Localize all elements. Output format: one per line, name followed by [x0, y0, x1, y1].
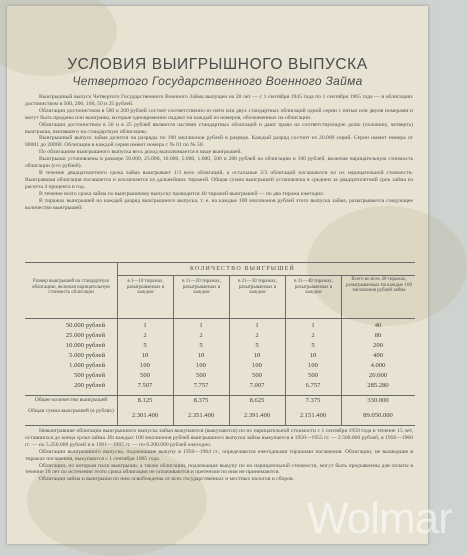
closing-text	[25, 428, 413, 483]
table-cell: 2	[143, 332, 147, 339]
table-cell: 4.000	[370, 362, 386, 369]
table-cell: 2.391.400	[243, 412, 271, 419]
table-col-header: в 21—30 тиражах, разыгрываемых в каждом	[238, 279, 277, 296]
paragraph: Выигрыши установлены в размере 50.000, 25.000, 10.000, 5.000, 1.000, 500 и 200 рублей на облигацию в 100 рублей, включая нарицательную стоимость облигации (сто рублей).	[25, 156, 413, 170]
paragraph: В течение всего срока займа по выигрышному выпуску проводится 40 тиражей выигрышей — по два тиража ежегодно.	[39, 190, 325, 197]
table-cell: 10	[253, 352, 261, 359]
table-cell: 10	[309, 352, 317, 359]
table-cell: 7.757	[193, 382, 209, 389]
table-first-col-header: Размер выигрышей на стандартную облигацию, включая нарицательную стоимость облигации	[32, 279, 110, 296]
table-cell: 285.280	[367, 382, 389, 389]
table-cell: 500	[140, 372, 150, 379]
table-cell: 1	[199, 322, 203, 329]
table-row-label: 1.000 рублей	[69, 362, 105, 369]
table-divider	[25, 318, 415, 319]
table-cell: 5	[143, 342, 147, 349]
table-row-label: 10.000 рублей	[65, 342, 105, 349]
table-cell: 100	[308, 362, 318, 369]
paragraph: Облигации выигрышного выпуска, подлежащие выкупу в 1950—1964 гг., определяются ежегодными тиражами погашения. Облигации, не вышедшие в тиражах погашения, выкупаются с 1 сентября 1965 года.	[25, 448, 413, 462]
paragraph: Облигации займа и выигрыши по ним освобождены от всех государственных и местных налогов и сборов.	[39, 476, 294, 483]
table-row-label: 25.000 рублей	[65, 332, 105, 339]
table-cell: 8.375	[193, 397, 209, 404]
table-cell: 500	[252, 372, 262, 379]
table-cell: 100	[196, 362, 206, 369]
table-cell: 200	[373, 342, 383, 349]
table-row-label: 50.000 рублей	[65, 322, 105, 329]
table-cell: 100	[252, 362, 262, 369]
table-cell: 10	[197, 352, 205, 359]
table-col-header: в 11—20 тиражах, разыгрываемых в каждом	[182, 279, 221, 296]
table-col-header: в 31—40 тиражах, разыгрываемых в каждом	[294, 279, 333, 296]
paragraph: Облигации достоинством в 50 и в 25 рублей являются частями стандартных облигаций и дают право на соответствующую долю (половину, четверть) выигрыша, выпавшего на стандартную облигацию.	[25, 121, 413, 135]
document-subtitle: Четвертого Государственного Военного Займа	[72, 74, 363, 88]
table-cell: 1	[255, 322, 259, 329]
table-cell: 2	[311, 332, 315, 339]
table-col-header: в 1—10 тиражах, разыгрываемых в каждом	[126, 279, 165, 296]
prize-table	[25, 262, 415, 426]
table-cell: 6.757	[305, 382, 321, 389]
paragraph: В течение двадцатилетнего срока займа выигрывает 1/3 всех облигаций, а остальные 2/3 облигаций погашаются по их нарицательной стоимости. Выигравшая облигация погашается и исключается из дальнейших тиражей. Общая сумма выигрышей установлена в среднем за двадцатилетний срок займа из расчета 4 процента в год.	[25, 169, 413, 190]
table-cell: 2	[199, 332, 203, 339]
paragraph: Невыигравшие облигации выигрышного выпуска займа выкупаются (выкупаются) по их нарицательной стоимости с 1 сентября 1950 года в течение 15 лет, оставшихся до конца срока займа. Из каждых 100 миллионов рублей выигрышного выпуска займа выкупается в 1950—1955 гг. — 2.500.000 рублей, в 1956—1960 гг. — по 5.250.000 рублей и в 1961—1965 гг. — по 6.200.000 рублей ежегодно.	[25, 428, 413, 448]
bond-terms-document	[7, 6, 452, 544]
table-divider	[117, 275, 415, 276]
table-row-label: 500 рублей	[74, 372, 105, 379]
table-cell: 100	[140, 362, 150, 369]
total-sum-label: Общая сумма выигрышей (в рублях)	[28, 408, 114, 414]
table-cell: 500	[308, 372, 318, 379]
table-cell: 400	[373, 352, 383, 359]
table-cell: 2.351.400	[187, 412, 215, 419]
table-cell: 500	[196, 372, 206, 379]
table-cell: 2.301.400	[131, 412, 159, 419]
table-cell: 1	[143, 322, 147, 329]
paragraph: Облигации достоинством в 500 и 200 рублей состоят соответственно из пяти или двух стандартных облигаций одной серии с пятью или двумя номерами и могут быть проданы или выиграны, которые одновременно падают на каждый из номеров, обозначенных на облигации.	[25, 107, 413, 121]
watermark: Wolmar	[307, 494, 452, 543]
table-cell: 20.000	[368, 372, 388, 379]
intro-text	[25, 94, 413, 211]
table-cell: 89.050.000	[363, 412, 393, 419]
table-cell: 10	[141, 352, 149, 359]
table-cell: 2.151.400	[299, 412, 327, 419]
table-group-header: КОЛИЧЕСТВО ВЫИГРЫШЕЙ	[190, 266, 296, 272]
table-divider	[25, 395, 415, 396]
table-cell: 5	[199, 342, 203, 349]
paragraph: Выигрышный выпуск Четвертого Государственного Военного Займа выпущен на 20 лет — с 1 сентября 1945 года по 1 сентября 1965 года — в облигациях достоинством в 500, 200, 100, 50 и 25 рублей.	[25, 94, 413, 107]
total-count-label: Общее количество выигрышей	[34, 397, 108, 403]
table-col-header: Всего во всех 40 тиражах, разыгрываемых на каждые 100 миллионов рублей займа	[345, 277, 412, 294]
table-cell: 80	[374, 332, 382, 339]
table-cell: 7.507	[137, 382, 153, 389]
table-cell: 330.000	[367, 397, 389, 404]
paragraph: Облигации, по которым пали выигрыши, а также облигации, подлежащие выкупу по их нарицательной стоимости, могут быть предъявлены для оплаты в течение 10 лет по истечении этого срока облигации не оплачиваются и претензии по ним не принимаются.	[25, 462, 413, 476]
table-cell: 8.125	[137, 397, 153, 404]
table-cell: 7.375	[305, 397, 321, 404]
table-row-label: 5.000 рублей	[69, 352, 105, 359]
table-cell: 2	[255, 332, 259, 339]
paragraph: В тиражах выигрышей на каждый разряд выигрышного выпуска, т. е. на каждые 100 миллионов рублей этого выпуска займа, разыгрывается следующее количество выигрышей:	[25, 197, 413, 211]
table-cell: 7.007	[249, 382, 265, 389]
document-title: УСЛОВИЯ ВЫИГРЫШНОГО ВЫПУСКА	[67, 56, 368, 73]
table-cell: 5	[255, 342, 259, 349]
table-cell: 8.625	[249, 397, 265, 404]
paragraph: Выигрышный выпуск займа делится на разряды по 100 миллионов рублей в разряде. Каждый разряд состоит из 20.000 серий. Серии имеют номера от 00001 до 20000. Облигации в каждой серии имеют номера с № 01 по № 50.	[25, 135, 413, 149]
table-row-label: 200 рублей	[74, 382, 105, 389]
table-cell: 5	[311, 342, 315, 349]
table-cell: 1	[311, 322, 315, 329]
table-cell: 40	[374, 322, 382, 329]
paragraph: По облигациям выигрышного выпуска весь доход выплачивается в виде выигрышей.	[39, 149, 242, 156]
